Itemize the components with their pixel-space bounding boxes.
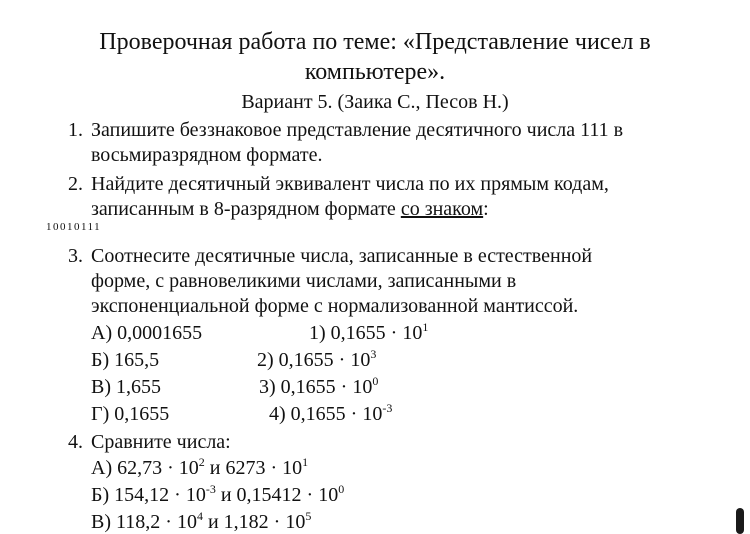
number-b: 6273 <box>225 457 266 479</box>
item-label: Б) <box>91 484 110 506</box>
mantissa: 0,1655 <box>330 322 386 344</box>
task-1-line-2: восьмиразрядном формате. <box>91 144 323 166</box>
task-4-item-v <box>91 510 311 534</box>
match-number: 2) <box>257 349 274 371</box>
dot-operator: · <box>338 349 346 371</box>
task-2-colon: : <box>483 198 489 220</box>
number-a: 62,73 <box>117 457 163 479</box>
conjunction: и <box>220 484 232 506</box>
base: 10 <box>362 403 383 425</box>
task-3-match-4 <box>269 402 392 426</box>
conjunction: и <box>209 457 221 479</box>
conjunction: и <box>207 511 219 533</box>
dot-operator: · <box>273 511 281 533</box>
task-1-line-1: Запишите беззнаковое представление десятичного числа 111 в <box>91 119 624 141</box>
task-4-item-a <box>91 456 308 480</box>
base: 10 <box>185 484 206 506</box>
mantissa: 0,1655 <box>280 376 336 398</box>
task-2-number: 2. <box>68 173 83 195</box>
base: 10 <box>285 511 306 533</box>
dot-operator: · <box>340 376 348 398</box>
title-line-1: Проверочная работа по теме: «Представление чисел в <box>99 29 651 55</box>
variant-heading: Вариант 5. (Заика С., Песов Н.) <box>241 91 509 113</box>
task-3-match-1 <box>309 321 428 345</box>
dot-operator: · <box>350 403 358 425</box>
number-a: 154,12 <box>114 484 170 506</box>
base: 10 <box>318 484 339 506</box>
base: 10 <box>402 322 423 344</box>
task-4-number: 4. <box>68 431 83 453</box>
item-label: В) <box>91 511 111 533</box>
task-2-line-2 <box>91 197 489 221</box>
task-3-option-v: В) 1,655 <box>91 376 161 398</box>
task-3-line-1: Соотнесите десятичные числа, записанные в естественной <box>91 245 593 267</box>
task-2-underlined-text: со знаком <box>400 198 484 220</box>
task-3-match-3 <box>259 375 378 399</box>
exponent: 0 <box>372 374 379 388</box>
dot-operator: · <box>306 484 314 506</box>
task-3-option-b: Б) 165,5 <box>91 349 160 371</box>
dot-operator: · <box>390 322 398 344</box>
base: 10 <box>350 349 371 371</box>
exponent: 3 <box>370 347 377 361</box>
task-3-line-3: экспоненциальной форме с нормализованной мантиссой. <box>91 295 579 317</box>
task-4-text: Сравните числа: <box>91 431 231 453</box>
exponent-a: 2 <box>198 455 205 469</box>
exponent-b: 1 <box>302 455 309 469</box>
base: 10 <box>176 511 197 533</box>
number-b: 0,15412 <box>236 484 302 506</box>
task-1-number: 1. <box>68 119 83 141</box>
task-3-option-g: Г) 0,1655 <box>91 403 170 425</box>
task-2-line-2-text: записанным в 8-разрядном формате <box>91 198 401 220</box>
mantissa: 0,1655 <box>290 403 346 425</box>
match-number: 3) <box>259 376 276 398</box>
dot-operator: · <box>270 457 278 479</box>
number-b: 1,182 <box>223 511 269 533</box>
scrollbar-thumb[interactable] <box>736 508 744 534</box>
exponent-b: 5 <box>305 509 312 523</box>
dot-operator: · <box>165 511 172 533</box>
base: 10 <box>352 376 373 398</box>
task-2-line-1: Найдите десятичный эквивалент числа по их прямым кодам, <box>91 173 609 195</box>
task-3-option-a: А) 0,0001655 <box>91 322 203 344</box>
task-3-match-2 <box>257 348 376 372</box>
mantissa: 0,1655 <box>278 349 334 371</box>
exponent-a: 4 <box>196 509 203 523</box>
match-number: 4) <box>269 403 286 425</box>
task-3-line-2: форме, с равновеликими числами, записанными в <box>91 270 517 292</box>
base: 10 <box>178 457 199 479</box>
binary-code: 10010111 <box>46 221 102 233</box>
exponent-b: 0 <box>338 482 345 496</box>
item-label: А) <box>91 457 113 479</box>
dot-operator: · <box>167 457 174 479</box>
match-number: 1) <box>309 322 326 344</box>
exponent: -3 <box>382 401 393 415</box>
task-4-item-b <box>91 483 344 507</box>
title-line-2: компьютере». <box>304 59 446 85</box>
dot-operator: · <box>174 484 181 506</box>
number-a: 118,2 <box>116 511 161 533</box>
exponent-a: -3 <box>205 482 216 496</box>
exponent: 1 <box>422 320 429 334</box>
base: 10 <box>282 457 303 479</box>
task-3-number: 3. <box>68 245 83 267</box>
